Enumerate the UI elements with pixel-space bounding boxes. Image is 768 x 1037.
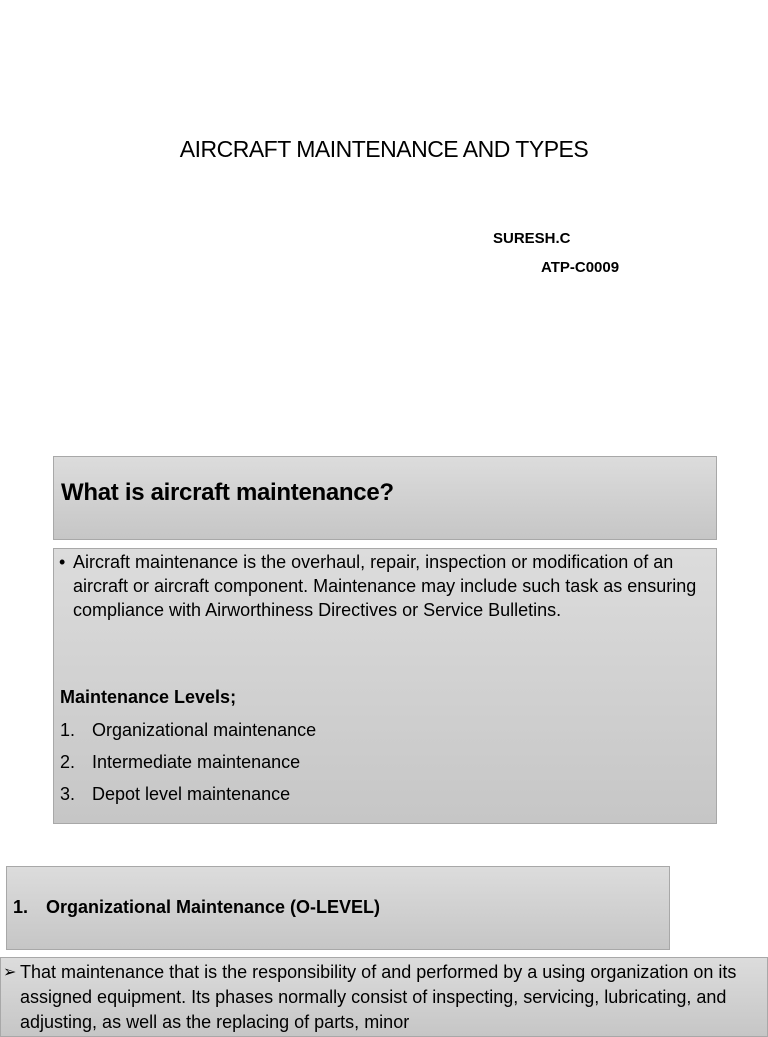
level-number: 3.: [60, 784, 76, 804]
olevel-heading-box: [6, 866, 670, 950]
level-label: Intermediate maintenance: [92, 752, 301, 772]
level-number: 1.: [60, 720, 76, 740]
level-item: [60, 720, 316, 741]
author-name: SURESH.C: [493, 230, 571, 247]
olevel-title: Organizational Maintenance (O-LEVEL): [46, 897, 381, 917]
level-item: [60, 752, 300, 773]
definition-text: Aircraft maintenance is the overhaul, repair, inspection or modification of an aircraft or aircraft component. Maintenance may include such task as ensuring compliance with Airworthiness Directives or Service Bulletins.: [73, 552, 697, 620]
olevel-description-text: That maintenance that is the responsibility of and performed by a using organization on its assigned equipment. Its phases normally consist of inspecting, servicing, lubricating, and adjusting, as well as the replacing of parts, minor: [20, 962, 737, 1032]
olevel-heading: [13, 897, 380, 918]
level-item: [60, 784, 290, 805]
level-label: Depot level maintenance: [92, 784, 291, 804]
definition-box: [53, 548, 717, 824]
levels-heading: Maintenance Levels;: [60, 687, 237, 707]
slide-title: AIRCRAFT MAINTENANCE AND TYPES: [179, 136, 589, 162]
olevel-description-box: [0, 957, 768, 1037]
definition-paragraph: [59, 550, 699, 622]
author-code: ATP-C0009: [541, 259, 620, 276]
level-label: Organizational maintenance: [92, 720, 317, 740]
level-number: 2.: [60, 752, 76, 772]
bullet-icon: •: [59, 552, 66, 572]
olevel-number: 1.: [13, 897, 29, 917]
question-heading: What is aircraft maintenance?: [61, 479, 394, 506]
arrow-bullet-icon: ➢: [3, 964, 17, 981]
question-heading-box: [53, 456, 717, 540]
